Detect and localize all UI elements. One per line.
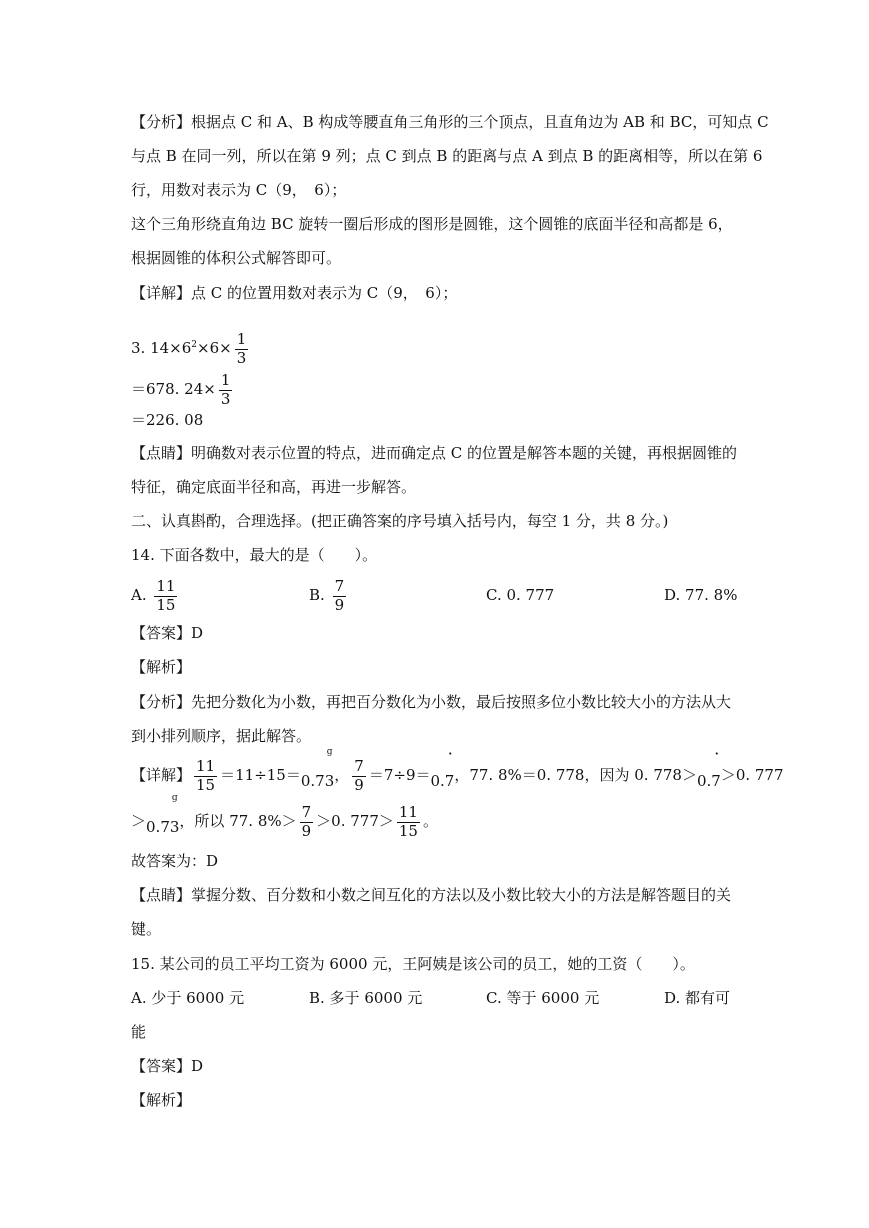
separator: ， [334, 766, 350, 784]
fraction-numerator: 11 [156, 577, 176, 596]
calc2-text: ＝678. 24× [131, 380, 216, 398]
section-2-title: 二、认真斟酌，合理选择。(把正确答案的序号填入括号内，每空 1 分，共 8 分。) [131, 512, 669, 530]
decimal-part: 0.7 [146, 818, 170, 836]
q14-analysis-line-1: 【分析】先把分数化为小数，再把百分数化为小数，最后按照多位小数比较大小的方法从大 [131, 693, 732, 711]
fraction-11-15 [194, 758, 217, 794]
decimal-0-73-repeating [146, 793, 180, 836]
q14-option-a [131, 572, 180, 618]
q15-option-d-continued: 能 [131, 1023, 147, 1041]
repeating-digit [169, 793, 180, 850]
q15-option-d: D. 都有可 [664, 989, 731, 1007]
q15-stem: 15. 某公司的员工平均工资为 6000 元，王阿姨是该公司的员工，她的工资（ ）。 [131, 955, 695, 973]
repeat-digit-value: 3 [324, 772, 335, 790]
fraction-denominator: 9 [354, 775, 364, 794]
period: 。 [422, 812, 438, 830]
calc1-text-a: 3. 14×6 [131, 339, 192, 357]
decimal-0-7-repeating [696, 744, 721, 790]
q13-analysis-line-5: 根据圆锥的体积公式解答即可。 [131, 249, 342, 267]
repeat-digit-value: 3 [169, 818, 180, 836]
fraction-7-9 [352, 758, 366, 794]
repeat-mark: g [171, 793, 178, 803]
q13-comment-line-1: 【点睛】明确数对表示位置的特点，进而确定点 C 的位置是解答本题的关键，再根据圆锥的 [131, 444, 738, 462]
q14-detail-line-1 [131, 744, 784, 798]
gt-sign: ＞ [131, 812, 147, 830]
option-b-label: B. [309, 586, 325, 604]
fraction-11-15 [397, 804, 420, 840]
fraction-denominator: 15 [196, 775, 216, 794]
q13-analysis-line-3: 行，用数对表示为 C（9， 6）； [131, 181, 347, 199]
detail-mid: ，所以 77. 8%＞ [179, 812, 297, 830]
q15-explain-label: 【解析】 [131, 1091, 192, 1109]
fraction-numerator: 7 [301, 803, 312, 822]
fraction-denominator: 3 [236, 348, 247, 367]
fraction-denominator: 9 [301, 821, 312, 840]
decimal-0-7-repeating [430, 744, 455, 790]
decimal-part: 0. [696, 772, 712, 790]
fraction-numerator: 1 [236, 330, 247, 349]
q13-comment-line-2: 特征，确定底面半径和高，再进一步解答。 [131, 478, 417, 496]
q14-option-b [309, 572, 349, 618]
option-b-fraction [333, 578, 347, 614]
q15-option-c: C. 等于 6000 元 [486, 989, 600, 1007]
q14-comment-line-2: 键。 [131, 920, 162, 938]
repeat-digit-value: 7 [711, 772, 721, 790]
fraction-numerator: 11 [196, 757, 216, 776]
q15-option-a: A. 少于 6000 元 [131, 989, 245, 1007]
q13-calc-line-3: ＝226. 08 [131, 411, 204, 429]
detail-label: 【详解】 [131, 766, 192, 784]
q14-answer: 【答案】D [131, 624, 204, 642]
q14-option-d: D. 77. 8% [664, 586, 738, 604]
q13-analysis-line-1: 【分析】根据点 C 和 A、B 构成等腰直角三角形的三个顶点，且直角边为 AB 和 BC，可知点 C [131, 113, 769, 131]
q13-analysis-line-4: 这个三角形绕直角边 BC 旋转一圈后形成的图形是圆锥，这个圆锥的底面半径和高都是 6， [131, 215, 733, 233]
fraction-denominator: 9 [334, 595, 345, 614]
q13-calc-line-2 [131, 366, 235, 412]
q14-comment-line-1: 【点睛】掌握分数、百分数和小数之间互化的方法以及小数比较大小的方法是解答题目的关 [131, 886, 732, 904]
decimal-0-73-repeating [300, 747, 335, 790]
detail-eq-2: ＝7÷9＝ [368, 766, 431, 784]
fraction-numerator: 7 [354, 757, 364, 776]
repeat-digit-value: 7 [444, 772, 455, 790]
q13-analysis-line-2: 与点 B 在同一列，所以在第 9 列；点 C 到点 B 的距离与点 A 到点 B 的距离相等，所以在第 6 [131, 147, 763, 165]
detail-eq-1: ＝11÷15＝ [220, 766, 301, 784]
repeating-digit [444, 744, 455, 804]
q15-answer: 【答案】D [131, 1057, 204, 1075]
detail-tail-1: ，77. 8%＝0. 778，因为 0. 778＞ [454, 766, 697, 784]
calc1-exponent: 2 [191, 340, 198, 350]
fraction-denominator: 3 [220, 389, 231, 408]
repeat-dot: · [714, 744, 720, 763]
q14-option-c: C. 0. 777 [486, 586, 555, 604]
q15-option-b: B. 多于 6000 元 [309, 989, 423, 1007]
fraction-numerator: 11 [398, 803, 418, 822]
fraction-denominator: 15 [398, 821, 418, 840]
repeat-mark: g [326, 747, 333, 757]
q13-calc-line-1 [131, 322, 251, 371]
calc1-text-b: ×6× [197, 339, 232, 357]
option-a-fraction [154, 578, 177, 614]
q13-detail-line-1: 【详解】点 C 的位置用数对表示为 C（9， 6）； [131, 284, 458, 302]
q14-explain-label: 【解析】 [131, 658, 192, 676]
fraction-one-third [235, 331, 249, 367]
q14-detail-line-2 [131, 793, 438, 844]
decimal-part: 0. [430, 772, 445, 790]
fraction-7-9 [300, 804, 314, 840]
repeating-digit [711, 744, 721, 804]
fraction-numerator: 1 [220, 371, 231, 390]
repeat-dot: · [447, 744, 453, 763]
q14-analysis-line-2: 到小排列顺序，据此解答。 [131, 727, 312, 745]
detail-tail-2: ＞0. 777 [720, 766, 784, 784]
decimal-part: 0.7 [300, 772, 325, 790]
fraction-numerator: 7 [334, 577, 345, 596]
q14-final-answer: 故答案为：D [131, 852, 219, 870]
fraction-denominator: 15 [156, 595, 176, 614]
fraction-one-third [219, 372, 233, 408]
detail-mid-2: ＞0. 777＞ [316, 812, 394, 830]
q14-stem: 14. 下面各数中，最大的是（ ）。 [131, 546, 378, 564]
option-a-label: A. [131, 586, 147, 604]
